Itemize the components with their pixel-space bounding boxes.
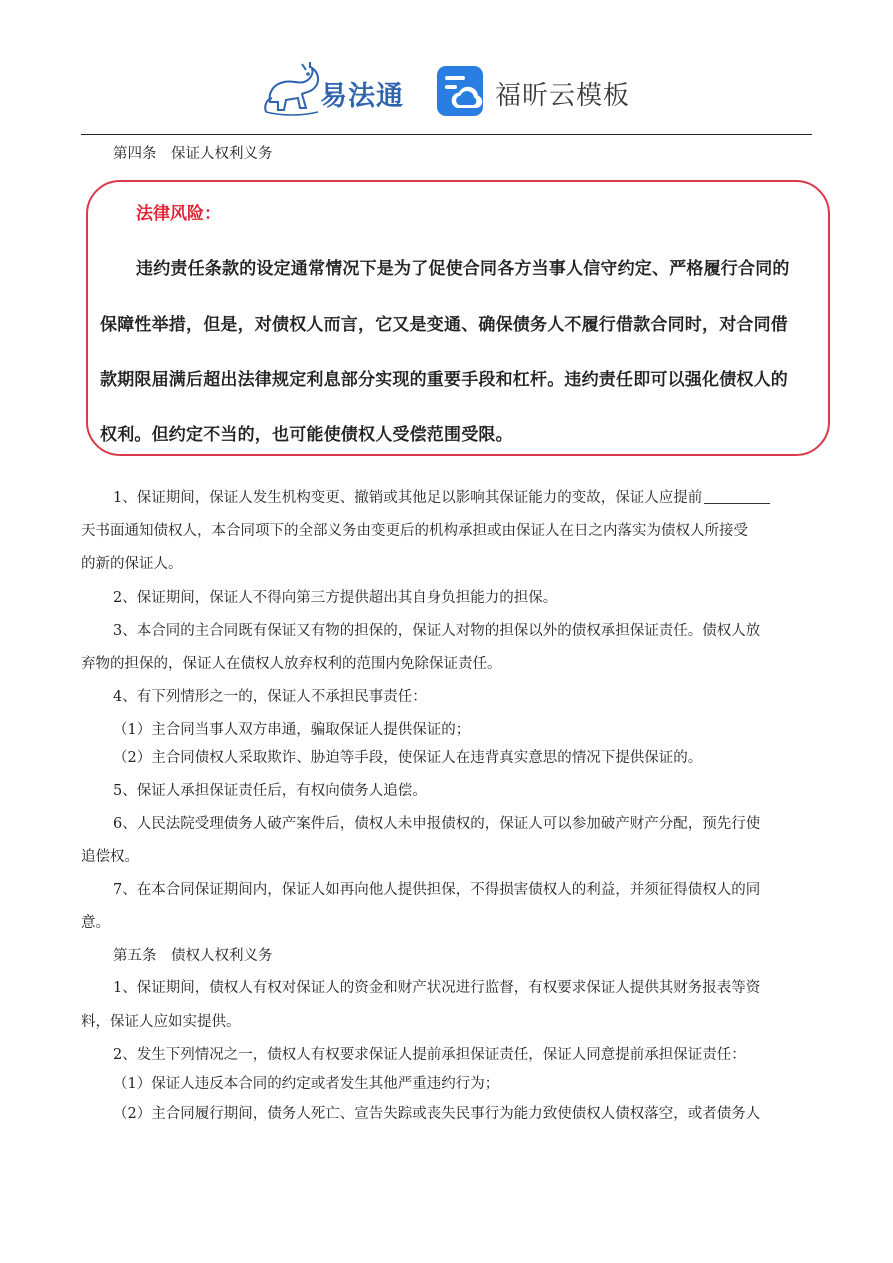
page-header [0,58,893,124]
clause-line: （1）保证人违反本合同的约定或者发生其他严重违约行为； [113,1076,500,1092]
clause-line: （2）主合同债权人采取欺诈、胁迫等手段，使保证人在违背真实意思的情况下提供保证的。 [113,750,703,766]
clause-line: 1、保证期间，债权人有权对保证人的资金和财产状况进行监督，有权要求保证人提供其财务报表等资 [113,980,761,996]
legal-risk-box [86,180,830,456]
clause-line: 6、人民法院受理债务人破产案件后，债权人未申报债权的，保证人可以参加破产财产分配，预先行使 [113,816,761,832]
clause-line: 3、本合同的主合同既有保证又有物的担保的，保证人对物的担保以外的债权承担保证责任。债权人放 [113,623,761,639]
clause-line: 5、保证人承担保证责任后，有权向债务人追偿。 [113,783,427,799]
section4-title: 第四条 保证人权利义务 [113,146,273,162]
clause-line: 弃物的担保的，保证人在债权人放弃权利的范围内免除保证责任。 [81,656,502,672]
qilin-mascot-icon [262,62,322,118]
clause-line: 2、保证期间，保证人不得向第三方提供超出其自身负担能力的担保。 [113,590,558,606]
yifatong-logo [262,62,412,118]
fuxin-cloud-template-logo [435,64,635,120]
clause-line: （1）主合同当事人双方串通，骗取保证人提供保证的； [113,722,471,738]
fill-in-blank[interactable] [704,487,770,504]
clause-line: 2、发生下列情况之一，债权人有权要求保证人提前承担保证责任，保证人同意提前承担保证责任： [113,1047,746,1063]
clause-line: 追偿权。 [81,849,139,865]
clause-text: 1、保证期间，保证人发生机构变更、撤销或其他足以影响其保证能力的变故，保证人应提前 [113,490,703,506]
clause-line: 料，保证人应如实提供。 [81,1014,241,1030]
legal-risk-line: 保障性举措，但是，对债权人而言，它又是变通、确保债务人不履行借款合同时，对合同借 [100,315,788,335]
header-divider [81,134,812,135]
legal-risk-line: 权利。但约定不当的，也可能使债权人受偿范围受限。 [100,425,513,445]
cloud-document-app-icon [435,64,487,118]
fuxin-logo-text: 福昕云模板 [495,81,631,111]
yifatong-logo-text: 易法通 [320,81,404,112]
clause-line: 天书面通知债权人，本合同项下的全部义务由变更后的机构承担或由保证人在日之内落实为债权人所接受 [81,523,748,539]
legal-risk-label: 法律风险： [136,204,221,224]
clause-line [113,482,812,515]
legal-risk-line: 款期限届满后超出法律规定利息部分实现的重要手段和杠杆。违约责任即可以强化债权人的 [100,370,788,390]
clause-line: 7、在本合同保证期间内，保证人如再向他人提供担保，不得损害债权人的利益，并须征得债权人的同 [113,882,761,898]
clause-line: 4、有下列情形之一的，保证人不承担民事责任： [113,689,427,705]
section5-title: 第五条 债权人权利义务 [113,948,273,964]
legal-risk-line: 违约责任条款的设定通常情况下是为了促使合同各方当事人信守约定、严格履行合同的 [136,259,790,279]
clause-line: 的新的保证人。 [81,556,183,572]
clause-line: （2）主合同履行期间，债务人死亡、宣告失踪或丧失民事行为能力致使债权人债权落空，或者债务人 [113,1106,761,1122]
clause-line: 意。 [81,915,110,931]
